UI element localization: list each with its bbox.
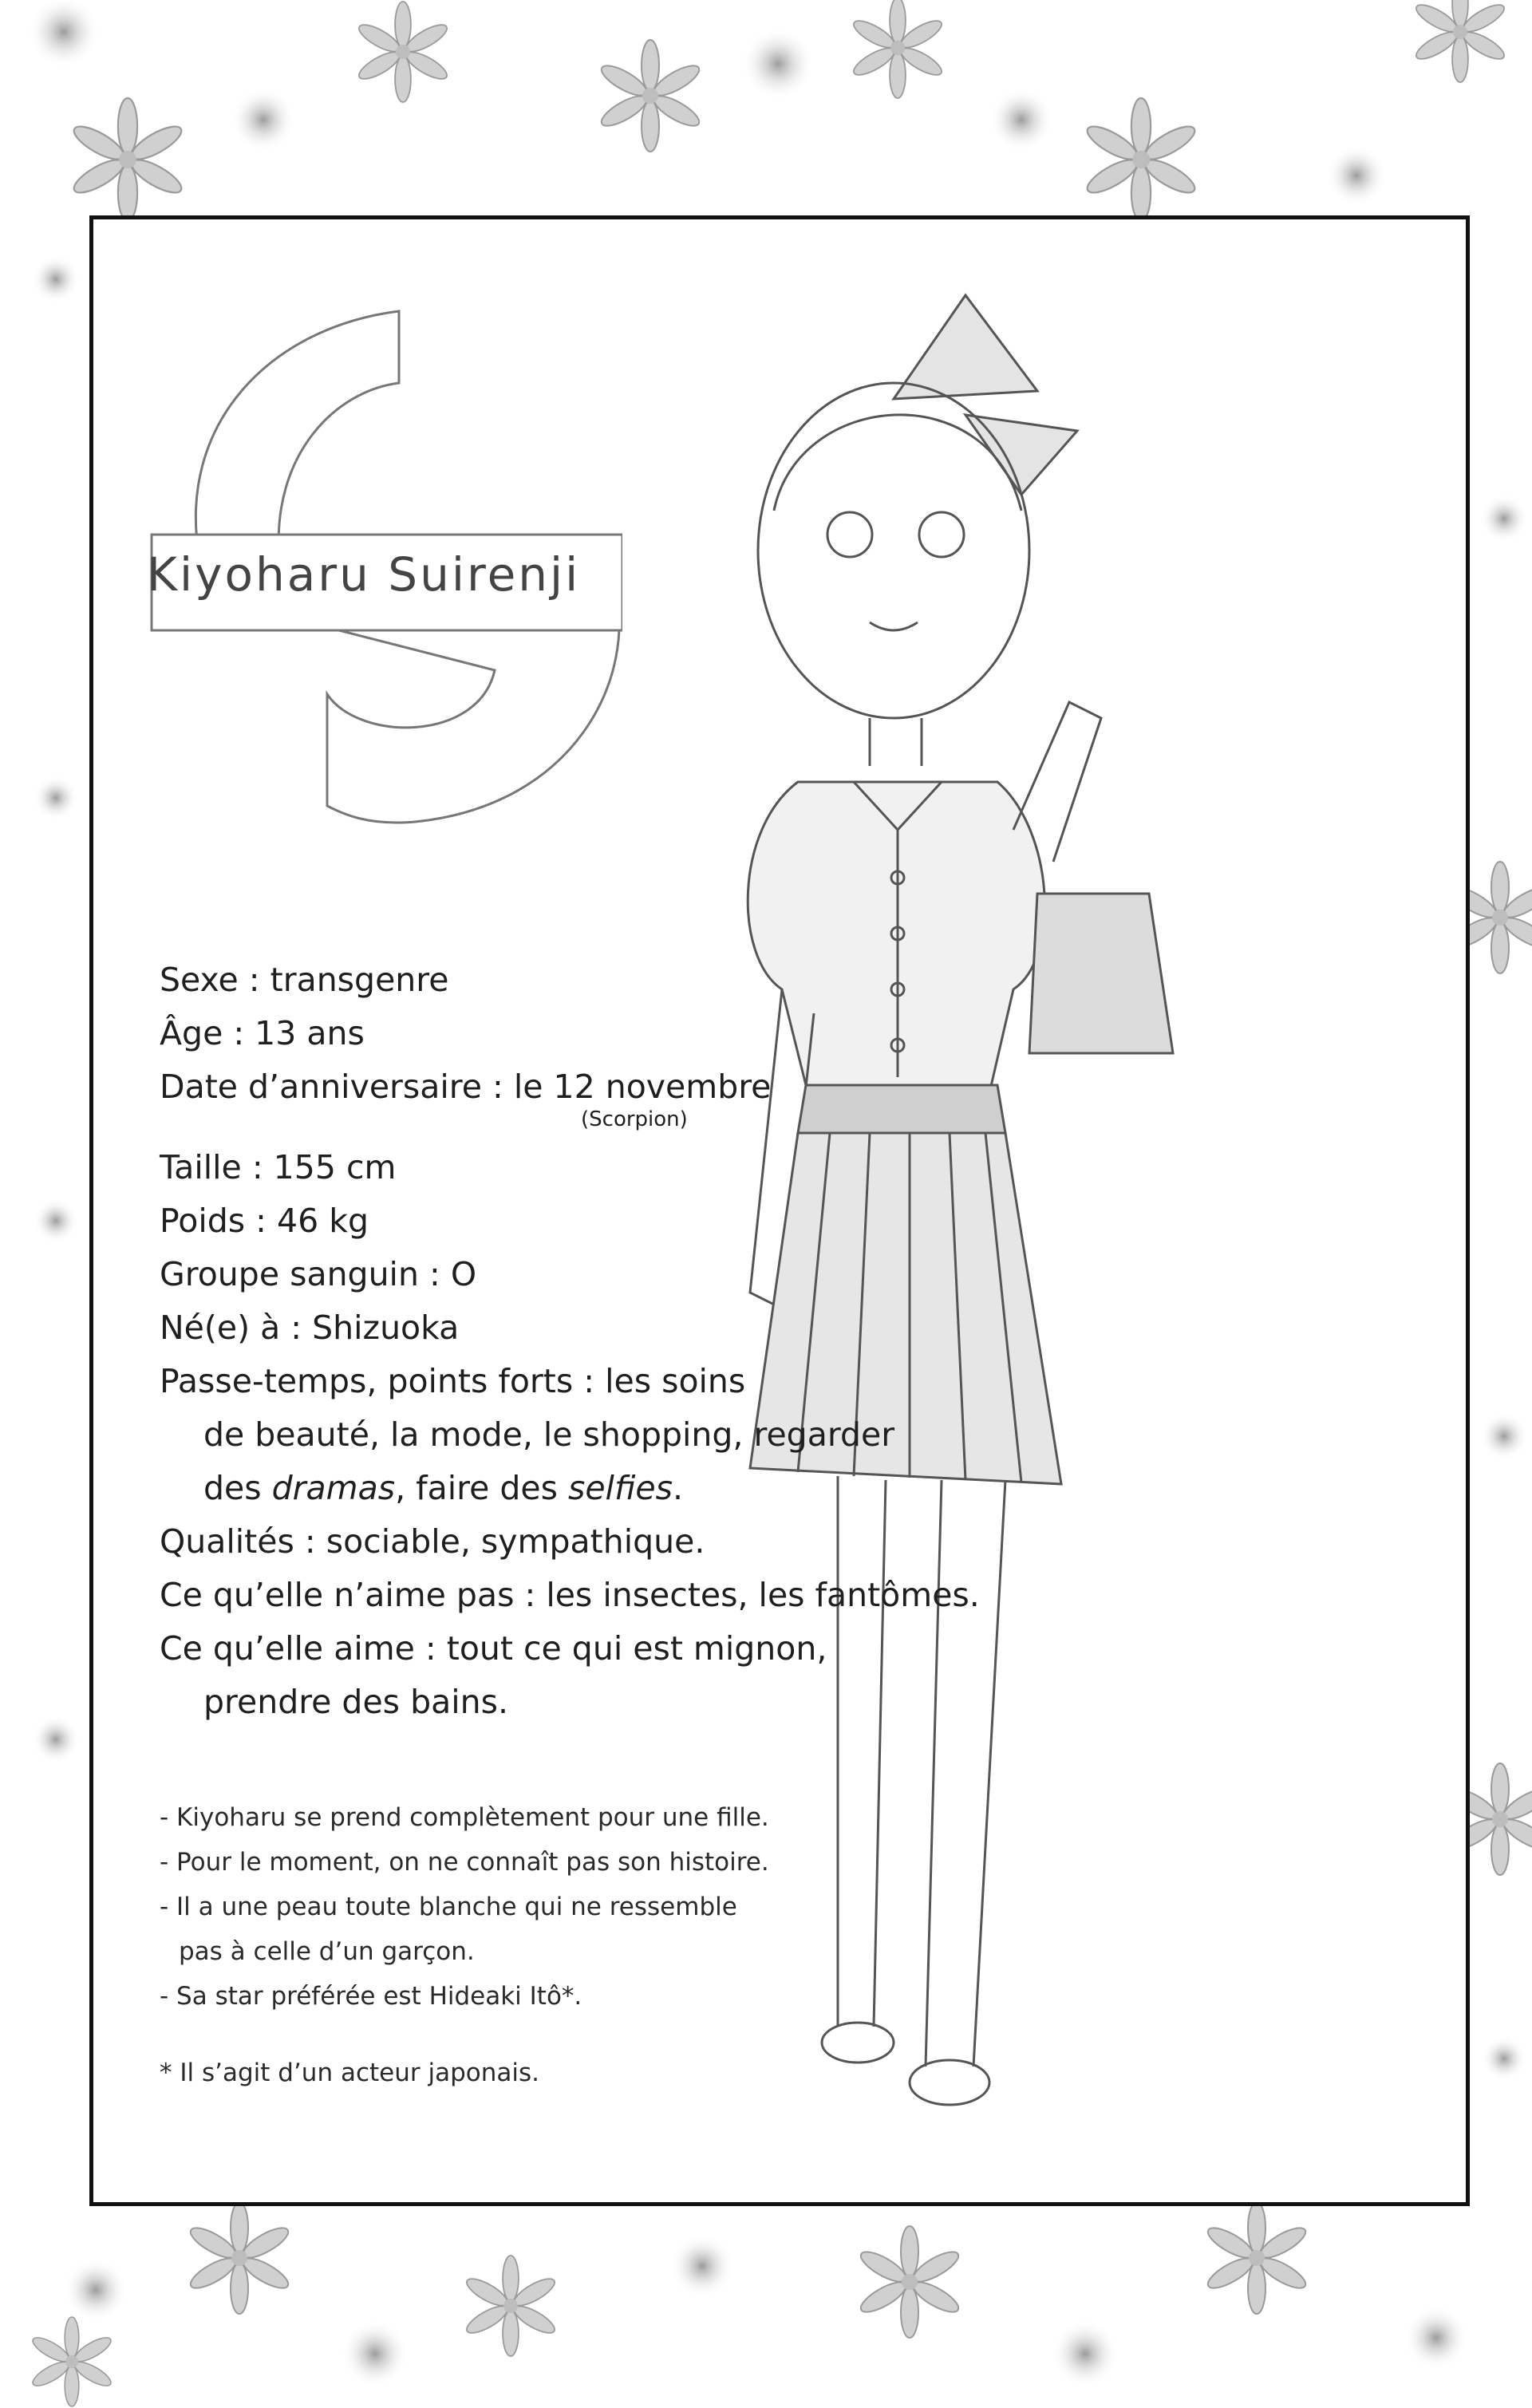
profile-notes xyxy=(160,1795,958,2019)
profile-hobbies-line-1: Passe-temps, points forts : les soins xyxy=(160,1362,746,1400)
character-name: Kiyoharu Suirenji xyxy=(147,547,581,602)
profile-weight: Poids : 46 kg xyxy=(160,1202,369,1240)
note-item: - Il a une peau toute blanche qui ne ressemble xyxy=(160,1893,737,1921)
profile-dislikes: Ce qu’elle n’aime pas : les insectes, les fantômes. xyxy=(160,1576,980,1614)
profile-birthplace: Né(e) à : Shizuoka xyxy=(160,1309,460,1347)
profile-height: Taille : 155 cm xyxy=(160,1148,397,1186)
profile-birthday: Date d’anniversaire : le 12 novembre xyxy=(160,1068,772,1106)
profile-qualities: Qualités : sociable, sympathique. xyxy=(160,1522,705,1561)
note-item: - Sa star préférée est Hideaki Itô*. xyxy=(160,1982,582,2011)
profile-likes-line-1: Ce qu’elle aime : tout ce qui est mignon, xyxy=(160,1629,827,1668)
profile-likes-line-2: prendre des bains. xyxy=(203,1683,508,1721)
note-item-continued: pas à celle d’un garçon. xyxy=(179,1937,475,1966)
profile-zodiac: (Scorpion) xyxy=(581,1107,688,1131)
profile-hobbies-line-2: de beauté, la mode, le shopping, regarder xyxy=(203,1415,895,1454)
note-item: - Pour le moment, on ne connaît pas son histoire. xyxy=(160,1848,769,1877)
profile-sexe: Sexe : transgenre xyxy=(160,961,449,999)
profile-hobbies-line-3: des dramas, faire des selfies. xyxy=(203,1469,684,1507)
footnote: * Il s’agit d’un acteur japonais. xyxy=(160,2059,539,2087)
profile-age: Âge : 13 ans xyxy=(160,1014,365,1052)
profile-blood-type: Groupe sanguin : O xyxy=(160,1255,477,1293)
profile-details xyxy=(160,953,1037,1729)
note-item: - Kiyoharu se prend complètement pour une fille. xyxy=(160,1803,769,1832)
